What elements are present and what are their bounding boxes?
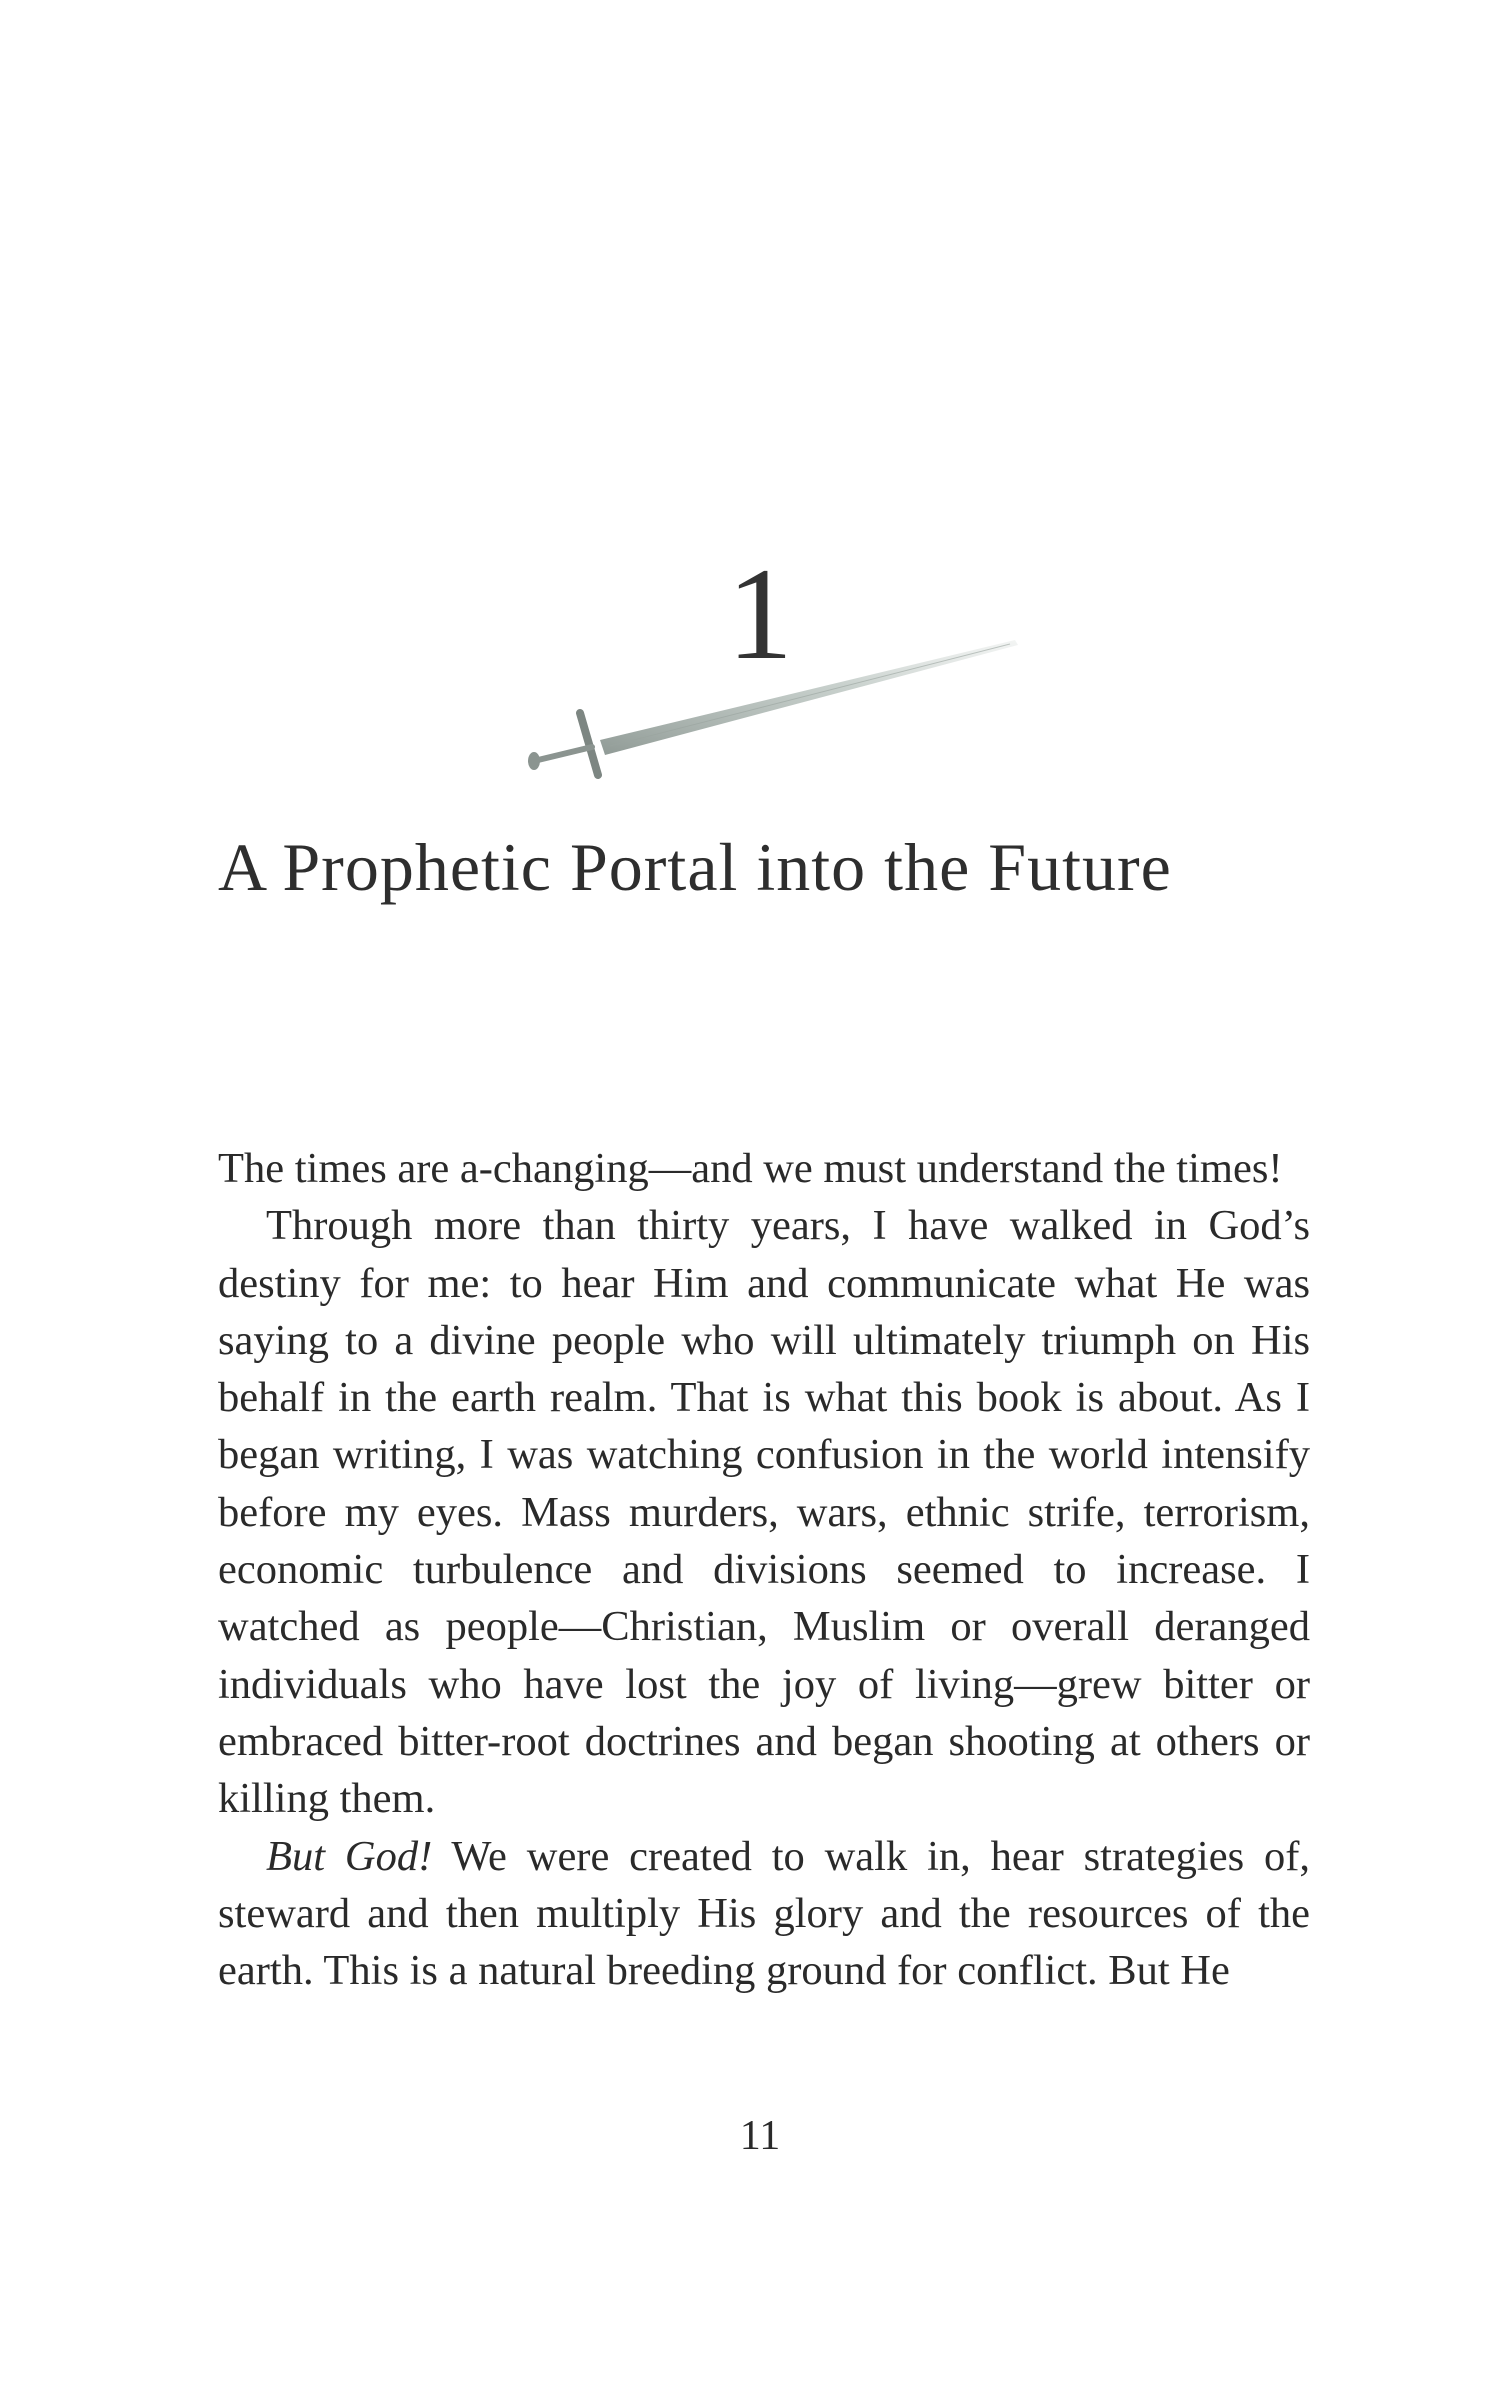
italic-lead: But God! (266, 1832, 433, 1880)
paragraph: Through more than thirty years, I have walked in God’s destiny for me: to hear Him and communicate what He was saying to a divine people who will ultimately triumph on His behalf in the earth realm. That is what this book is about. As I began writing, I was watching confusion in the world intensify before my eyes. Mass murders, wars, ethnic strife, terrorism, economic turbulence and divisions seemed to increase. I watched as people—Christian, Muslim or overall deranged individuals who have lost the joy of living—grew bitter or embraced bitter-root doctrines and began shooting at others or killing them. (218, 1202, 1310, 1823)
page-number: 11 (739, 2113, 781, 2159)
paragraph (218, 1828, 1310, 2000)
sword-icon (510, 615, 1030, 795)
chapter-title: A Prophetic Portal into the Future (218, 829, 1172, 905)
chapter-number: 1 (727, 540, 793, 687)
paragraph: The times are a-changing—and we must understand the times! (218, 1145, 1283, 1192)
paragraph-text: We were created to walk in, hear strategies of, steward and then multiply His glory and the resources of the earth. This is a natural breeding ground for conflict. But He (218, 1832, 1310, 1995)
chapter-body (218, 1140, 1310, 1999)
